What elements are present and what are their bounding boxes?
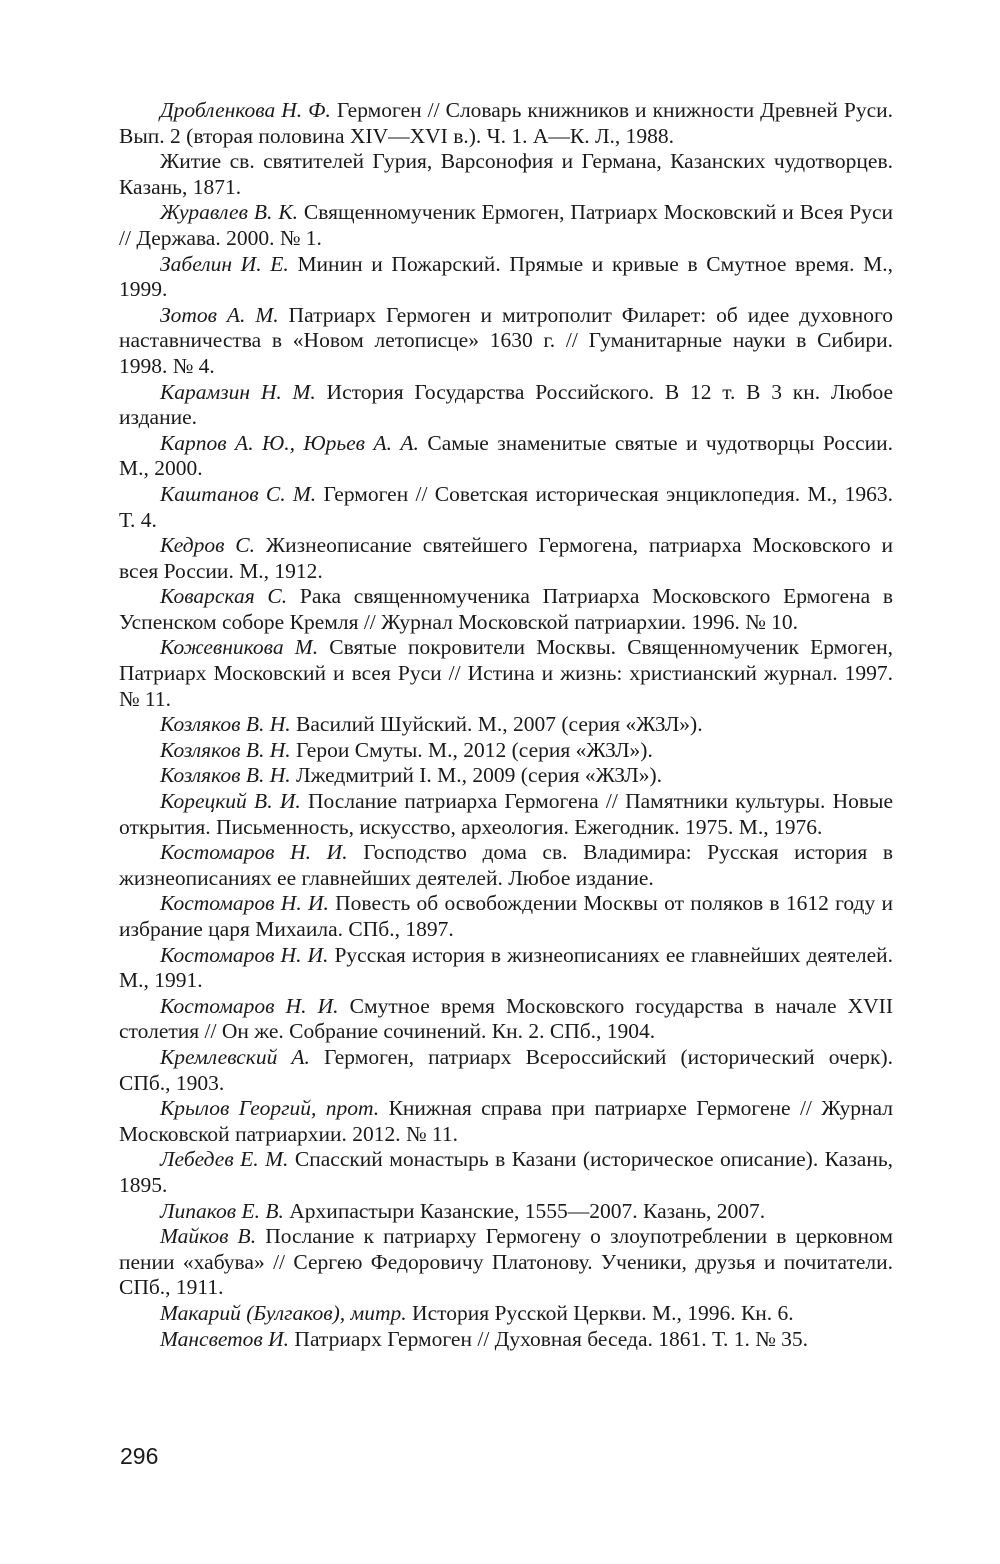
- bibliography-entry: [119, 635, 893, 712]
- entry-text: Святые покровители Москвы. Священномученик Ермоген, Патриарх Московский и всея Руси // Истина и жизнь: христианский журнал. 1997. № 11.: [119, 635, 893, 711]
- entry-text: Герои Смуты. М., 2012 (серия «ЖЗЛ»).: [290, 737, 653, 762]
- entry-author: Козляков В. Н.: [160, 737, 291, 762]
- entry-text: Архипастыри Казанские, 1555—2007. Казань, 2007.: [283, 1198, 766, 1223]
- bibliography-entry: [119, 943, 893, 994]
- entry-author: Журавлев В. К.: [160, 200, 298, 225]
- bibliography-entry: [119, 994, 893, 1045]
- bibliography-entry: [119, 149, 893, 200]
- entry-author: Кедров С.: [160, 533, 256, 558]
- bibliography-entry: [119, 200, 893, 251]
- entry-text: Патриарх Гермоген // Духовная беседа. 1861. Т. 1. № 35.: [289, 1326, 808, 1351]
- entry-text: Гермоген, патриарх Всероссийский (исторический очерк). СПб., 1903.: [119, 1044, 893, 1095]
- entry-text: Гермоген // Советская историческая энциклопедия. М., 1963. Т. 4.: [119, 481, 893, 532]
- entry-author: Крылов Георгий, прот.: [160, 1096, 380, 1121]
- entry-text: История Русской Церкви. М., 1996. Кн. 6.: [406, 1300, 794, 1325]
- entry-text: Спасский монастырь в Казани (историческое описание). Казань, 1895.: [119, 1147, 893, 1197]
- entry-author: Каштанов С. М.: [160, 481, 317, 506]
- bibliography-entry: [119, 1301, 893, 1327]
- bibliography-entry: [119, 1096, 893, 1147]
- bibliography-list: [119, 98, 893, 1352]
- entry-author: Козляков В. Н.: [160, 712, 291, 737]
- entry-text: Самые знаменитые святые и чудотворцы России. М., 2000.: [119, 430, 893, 481]
- entry-text: Жизнеописание святейшего Гермогена, патриарха Московского и всея России. М., 1912.: [119, 533, 893, 583]
- entry-text: История Государства Российского. В 12 т. В 3 кн. Любое издание.: [119, 379, 893, 430]
- entry-text: Послание к патриарху Гермогену о злоупотреблении в церковном пении «хабува» // Сергею Федоровичу Платонову. Ученики, друзья и почитатели. СПб., 1911.: [119, 1224, 894, 1300]
- entry-author: Коварская С.: [160, 584, 288, 609]
- bibliography-entry: [119, 1224, 893, 1301]
- bibliography-entry: [119, 380, 893, 431]
- entry-author: Зотов А. М.: [160, 302, 279, 327]
- entry-text: Лжедмитрий I. М., 2009 (серия «ЖЗЛ»).: [290, 763, 662, 788]
- entry-author: Костомаров Н. И.: [160, 840, 348, 865]
- entry-author: Карамзин Н. М.: [160, 379, 316, 404]
- bibliography-entry: [119, 533, 893, 584]
- entry-text: Рака священномученика Патриарха Московского Ермогена в Успенском соборе Кремля // Журнал Московской патриархии. 1996. № 10.: [119, 584, 893, 634]
- bibliography-entry: [119, 1327, 893, 1353]
- entry-text: Патриарх Гермоген и митрополит Филарет: об идее духовного наставничества в «Новом летописце» 1630 г. // Гуманитарные науки в Сибири. 1998. № 4.: [119, 302, 893, 378]
- entry-text: Минин и Пожарский. Прямые и кривые в Смутное время. М., 1999.: [119, 251, 893, 302]
- bibliography-entry: [119, 1199, 893, 1225]
- entry-author: Липаков Е. В.: [160, 1198, 284, 1223]
- entry-author: Костомаров Н. И.: [160, 891, 329, 916]
- entry-author: Козляков В. Н.: [160, 763, 291, 788]
- bibliography-entry: [119, 840, 893, 891]
- bibliography-entry: [119, 789, 893, 840]
- bibliography-entry: [119, 763, 893, 789]
- entry-text: Книжная справа при патриархе Гермогене // Журнал Московской патриархии. 2012. № 11.: [119, 1096, 893, 1146]
- bibliography-entry: [119, 891, 893, 942]
- entry-author: Лебедев Е. М.: [160, 1147, 289, 1172]
- entry-author: Кремлевский А.: [160, 1044, 310, 1069]
- entry-author: Майков В.: [160, 1224, 257, 1249]
- bibliography-entry: [119, 303, 893, 380]
- entry-author: Забелин И. Е.: [160, 251, 289, 276]
- bibliography-entry: [119, 252, 893, 303]
- bibliography-entry: [119, 1147, 893, 1198]
- entry-text: Смутное время Московского государства в начале XVII столетия // Он же. Собрание сочинений. Кн. 2. СПб., 1904.: [119, 993, 893, 1044]
- entry-text: Русская история в жизнеописаниях ее главнейших деятелей. М., 1991.: [119, 942, 893, 993]
- entry-text: Господство дома св. Владимира: Русская история в жизнеописаниях ее главнейших деятелей. Любое издание.: [119, 840, 893, 890]
- bibliography-entry: [119, 584, 893, 635]
- entry-author: Корецкий В. И.: [160, 789, 301, 814]
- entry-text: Священномученик Ермоген, Патриарх Московский и Всея Руси // Держава. 2000. № 1.: [119, 200, 894, 250]
- entry-author: Костомаров Н. И.: [160, 993, 339, 1018]
- entry-text: Гермоген // Словарь книжников и книжности Древней Руси. Вып. 2 (вторая половина XIV—XVI в.). Ч. 1. А—К. Л., 1988.: [119, 98, 893, 148]
- entry-text: Житие св. святителей Гурия, Варсонофия и Германа, Казанских чудотворцев. Казань, 1871.: [119, 149, 893, 199]
- entry-author: Дробленкова Н. Ф.: [160, 98, 331, 122]
- entry-author: Карпов А. Ю., Юрьев А. А.: [160, 430, 419, 455]
- entry-text: Повесть об освобождении Москвы от поляков в 1612 году и избрание царя Михаила. СПб., 1897.: [119, 891, 893, 941]
- page-number: 296: [120, 1443, 159, 1469]
- bibliography-entry: [119, 482, 893, 533]
- bibliography-entry: [119, 1045, 893, 1096]
- entry-text: Василий Шуйский. М., 2007 (серия «ЖЗЛ»).: [290, 712, 703, 737]
- entry-author: Костомаров Н. И.: [160, 942, 329, 967]
- bibliography-entry: [119, 431, 893, 482]
- bibliography-entry: [119, 98, 893, 149]
- entry-text: Послание патриарха Гермогена // Памятники культуры. Новые открытия. Письменность, искусство, археология. Ежегодник. 1975. М., 1976.: [119, 789, 894, 839]
- bibliography-entry: [119, 712, 893, 738]
- entry-author: Мансветов И.: [160, 1326, 290, 1351]
- entry-author: Кожевникова М.: [160, 635, 319, 660]
- entry-author: Макарий (Булгаков), митр.: [160, 1300, 407, 1325]
- bibliography-entry: [119, 738, 893, 764]
